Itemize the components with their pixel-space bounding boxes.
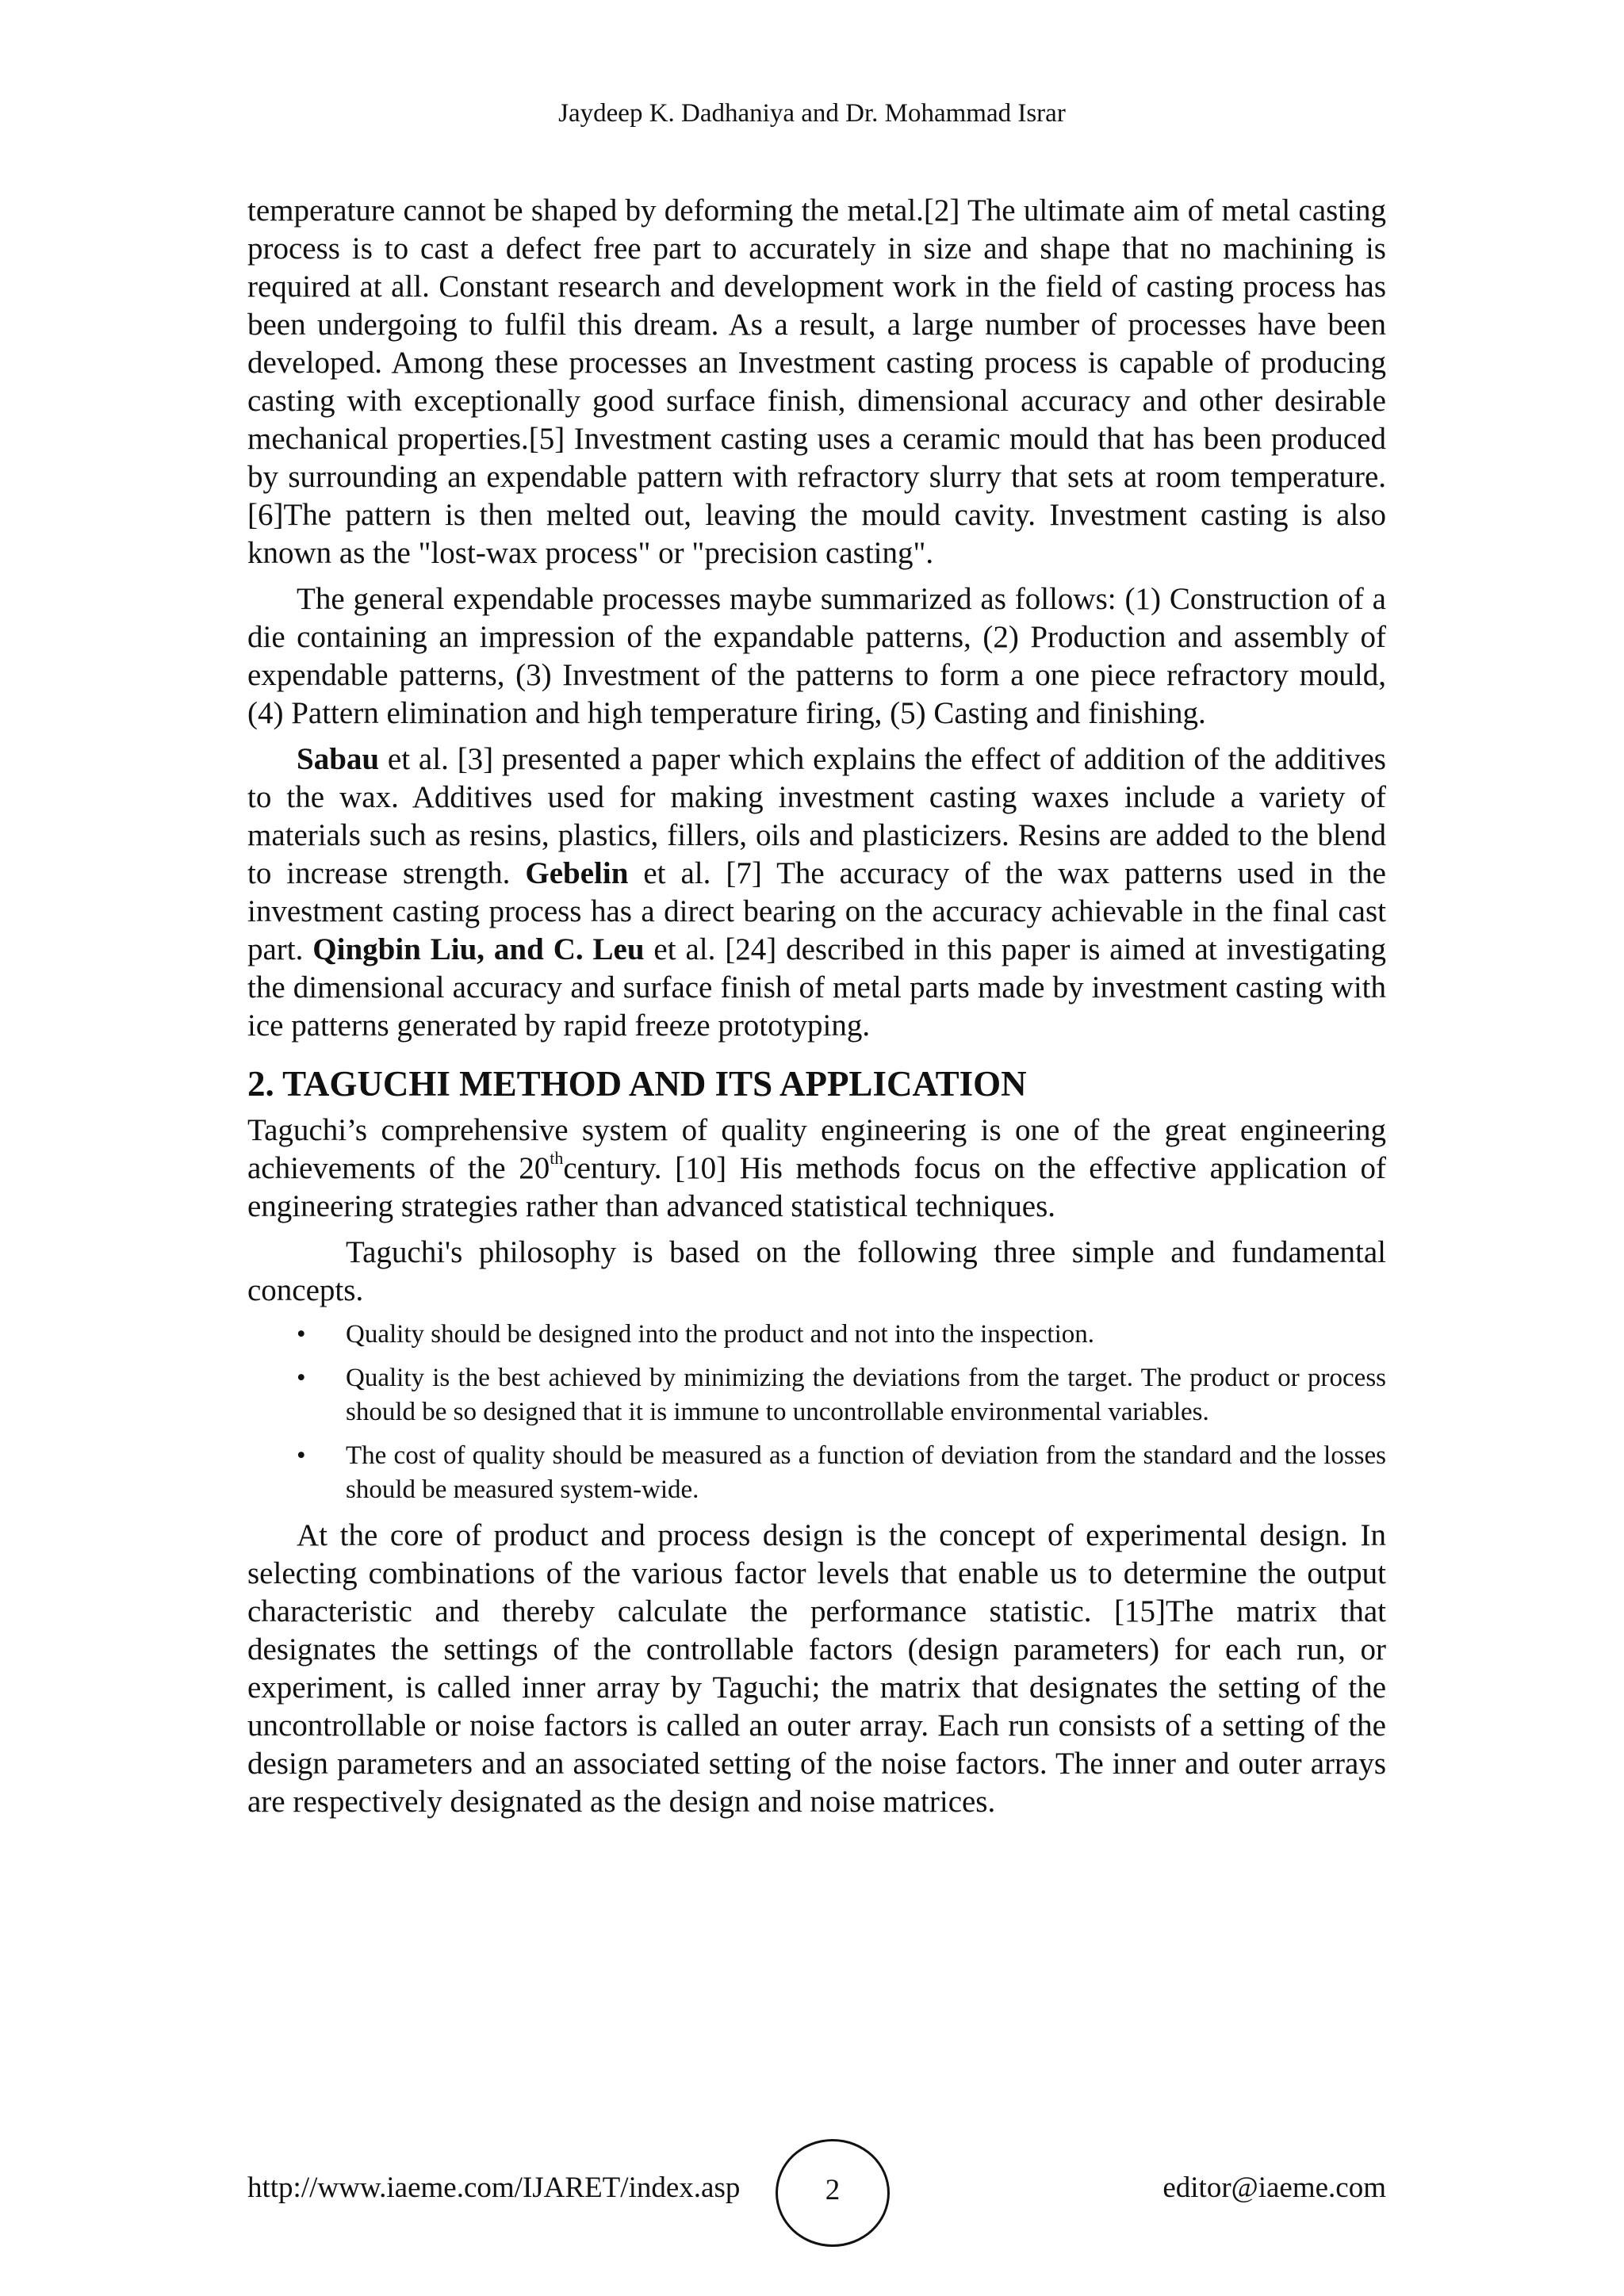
body-paragraph-experimental-design: At the core of product and process design is the concept of experimental design. In selecting combinations of the various factor levels that enable us to determine the output characteristic and thereby calculate the performance statistic. [15]The matrix that designates the settings of the controllable factors (design parameters) for each run, or experiment, is called inner array by Taguchi; the matrix that designates the setting of the uncontrollable or noise factors is called an outer array. Each run consists of a setting of the design parameters and an associated setting of the noise factors. The inner and outer arrays are respectively designated as the design and noise matrices. — [247, 1518, 1386, 1819]
author-sabau: Sabau — [297, 742, 380, 776]
bullet-icon: • — [297, 1364, 306, 1392]
concept-list — [247, 1318, 1386, 1507]
page-number: 2 — [825, 2174, 841, 2206]
list-item-text: Quality should be designed into the product and not into the inspection. — [346, 1320, 1095, 1349]
body-paragraph-processes: The general expendable processes maybe summarized as follows: (1) Construction of a die containing an impression of the expandable patterns, (2) Production and assembly of expendable patterns, (3) Investment of the patterns to form a one piece refractory mould, (4) Pattern elimination and high temperature firing, (5) Casting and finishing. — [247, 582, 1386, 730]
page-number-circle — [776, 2139, 890, 2247]
literature-text-3: et al. [24] described in this paper is aimed at investigating the dimensional accuracy and surface finish of metal parts made by investment casting with ice patterns generated by rapid freeze prototyping. — [247, 932, 1386, 1043]
section-heading: 2. TAGUCHI METHOD AND ITS APPLICATION — [247, 1064, 1027, 1104]
list-item-text: The cost of quality should be measured as a function of deviation from the standard and the losses should be measured system-wide. — [346, 1441, 1386, 1504]
footer-email-link[interactable]: editor@iaeme.com — [1162, 2172, 1386, 2204]
bullet-icon: • — [297, 1320, 306, 1349]
list-item — [247, 1361, 1386, 1429]
page-content — [247, 192, 1386, 1829]
running-header: Jaydeep K. Dadhaniya and Dr. Mohammad Israr — [558, 99, 1066, 128]
body-paragraph-literature — [247, 740, 1386, 1045]
page-footer — [247, 2139, 1386, 2250]
author-gebelin: Gebelin — [525, 856, 629, 890]
body-paragraph-intro: temperature cannot be shaped by deforming the metal.[2] The ultimate aim of metal casting process is to cast a defect free part to accurately in size and shape that no machining is required at all. Constant research and development work in the field of casting process has been undergoing to fulfil this dream. As a result, a large number of processes have been developed. Among these processes an Investment casting process is capable of producing casting with exceptionally good surface finish, dimensional accuracy and other desirable mechanical properties.[5] Investment casting uses a ceramic mould that has been produced by surrounding an expendable pattern with refractory slurry that sets at room temperature.[6]The pattern is then melted out, leaving the mould cavity. Investment casting is also known as the "lost-wax process" or "precision casting". — [247, 193, 1386, 570]
bullet-icon: • — [297, 1441, 306, 1470]
list-item — [247, 1318, 1386, 1352]
author-liu-leu: Qingbin Liu, and C. Leu — [312, 932, 645, 966]
list-item — [247, 1439, 1386, 1507]
taguchi-text-before: Taguchi’s comprehensive system of quality engineering is one of the great engineering achievements of the 20 — [247, 1113, 1386, 1185]
body-paragraph-philosophy: Taguchi's philosophy is based on the following three simple and fundamental concepts. — [247, 1235, 1386, 1307]
taguchi-text-after: century. [10] His methods focus on the effective application of engineering strategies rather than advanced statistical techniques. — [247, 1151, 1386, 1223]
body-paragraph-taguchi-intro — [247, 1112, 1386, 1226]
literature-text-1: et al. [3] presented a paper which explains the effect of addition of the additives to the wax. Additives used for making investment casting waxes include a variety of materials such as resins, plastics, fillers, oils and plasticizers. Resins are added to the blend to increase strength. — [247, 742, 1386, 890]
superscript-th: th — [550, 1148, 564, 1168]
literature-text-2: et al. [7] The accuracy of the wax patterns used in the investment casting process has a direct bearing on the accuracy achievable in the final cast part. — [247, 856, 1386, 966]
list-item-text: Quality is the best achieved by minimizing the deviations from the target. The product or process should be so designed that it is immune to uncontrollable environmental variables. — [346, 1364, 1386, 1426]
footer-url-link[interactable]: http://www.iaeme.com/IJARET/index.asp — [247, 2172, 741, 2204]
